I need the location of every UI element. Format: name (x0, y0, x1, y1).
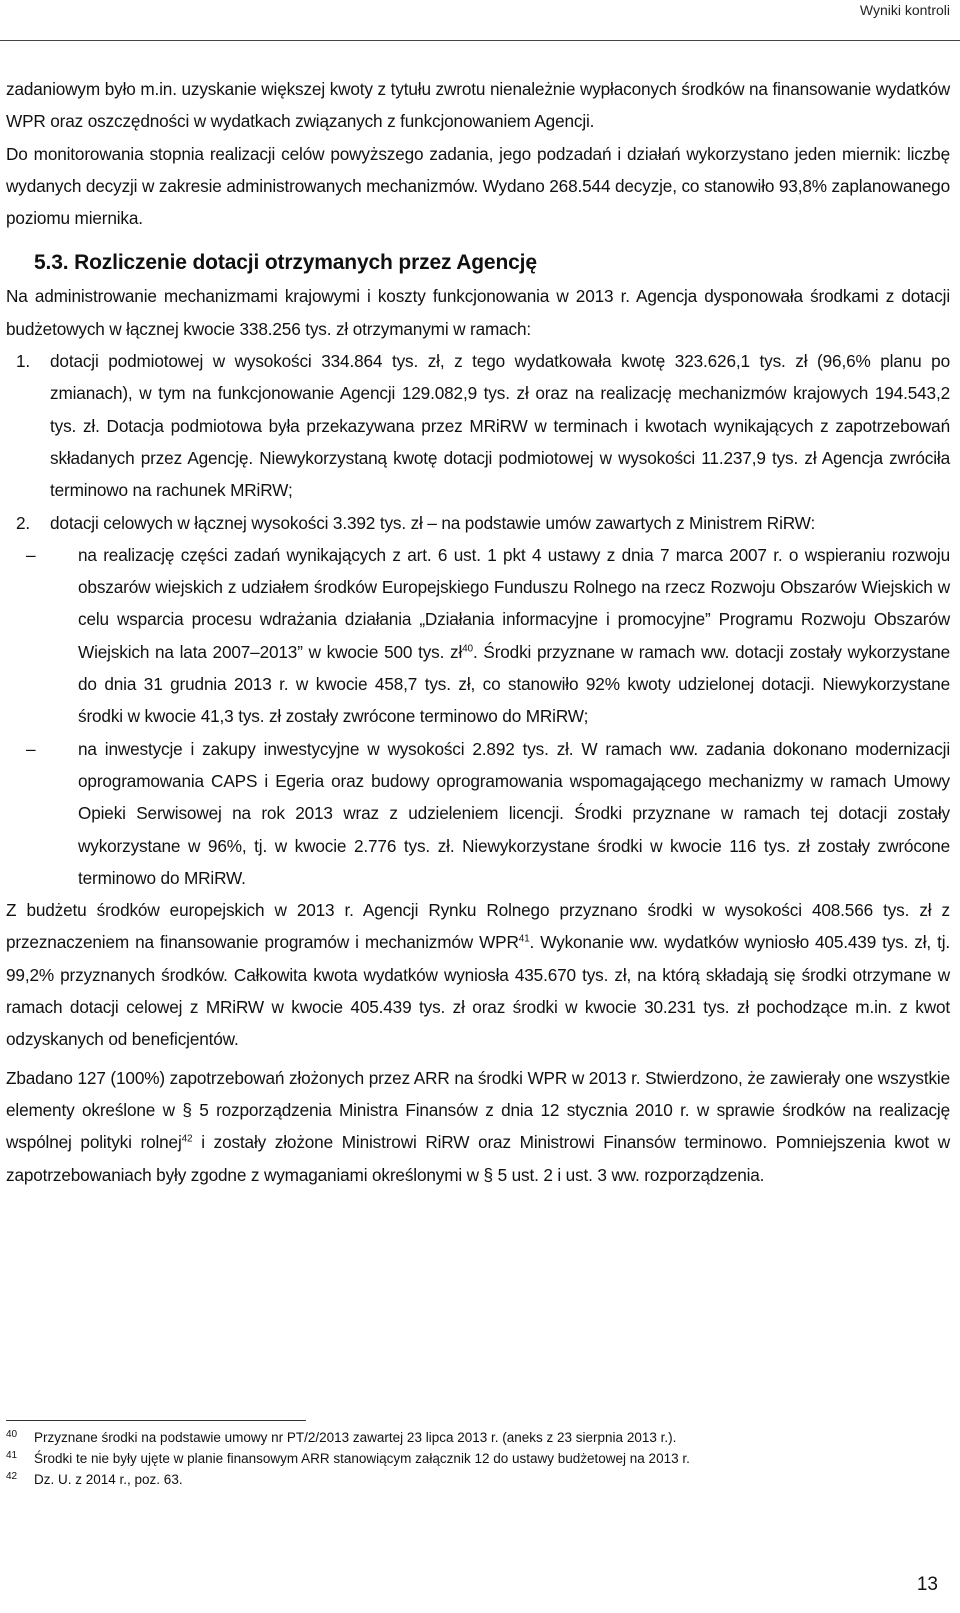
dash-bullet: – (26, 544, 36, 565)
footnote-text: Przyznane środki na podstawie umowy nr PT/2/2013 zawartej 23 lipca 2013 r. (aneks z 23 sierpnia 2013 r.). (34, 1430, 677, 1445)
section-intro: Na administrowanie mechanizmami krajowymi i koszty funkcjonowania w 2013 r. Agencja dysponowała środkami z dotacji budżetowych w łącznej kwocie 338.256 tys. zł otrzymanymi w ramach: (6, 286, 950, 339)
paragraph-eu-text-b: . Wykonanie ww. wydatków wyniosło 405.439 tys. zł, tj. 99,2% przyznanych środków. Całkowita kwota wydatków wyniosła 435.670 tys. zł, na którą składają się środki otrzymane w ramach dotacji celowej z MRiRW w kwocie 405.439 tys. zł oraz środki w kwocie 30.231 tys. zł pochodzące m.in. z kwot odzyskanych od beneficjentów. (6, 932, 950, 1050)
paragraph-eu-budget (6, 894, 950, 1055)
section-heading: 5.3. Rozliczenie dotacji otrzymanych przez Agencję (34, 251, 537, 275)
list-item-2 (6, 507, 950, 539)
list-item-text: dotacji celowych w łącznej wysokości 3.392 tys. zł – na podstawie umów zawartych z Ministrem RiRW: (50, 512, 816, 533)
paragraph-audit-text-a: Zbadano 127 (100%) zapotrzebowań złożonych przez ARR na środki WPR w 2013 r. Stwierdzono, że zawierały one wszystkie elementy określone w § 5 rozporządzenia Ministra Finansów z dnia 12 stycznia 2010 r. w sprawie środków na realizację wspólnej polityki rolnej (6, 1067, 950, 1153)
list-item-1 (6, 345, 950, 506)
footnote-ref-42[interactable]: 42 (181, 1133, 193, 1145)
paragraph-p2: Do monitorowania stopnia realizacji celów powyższego zadania, jego podzadań i działań wykorzystano jeden miernik: liczbę wydanych decyzji w zakresie administrowanych mechanizmów. Wydano 268.544 decyzje, co stanowiło 93,8% zaplanowanego poziomu miernika. (6, 143, 950, 229)
paragraph-eu-text-a: Z budżetu środków europejskich w 2013 r. Agencji Rynku Rolnego przyznano środki w wysokości 408.566 tys. zł z przeznaczeniem na finansowanie programów i mechanizmów WPR (6, 900, 950, 953)
footnote-number: 41 (6, 1450, 18, 1461)
sub-item-1 (6, 539, 950, 733)
document-body (6, 73, 950, 1191)
list-item-text: dotacji podmiotowej w wysokości 334.864 tys. zł, z tego wydatkowała kwotę 323.626,1 tys. zł (96,6% planu po zmianach), w tym na funkcjonowanie Agencji 129.082,9 tys. zł oraz na realizację mechanizmów krajowych 194.543,2 tys. zł. Dotacja podmiotowa była przekazywana przez MRiRW w terminach i kwotach wynikających z zapotrzebowań składanych przez Agencję. Niewykorzystaną kwotę dotacji podmiotowej w wysokości 11.237,9 tys. zł Agencja zwróciła terminowo na rachunek MRiRW; (50, 351, 950, 501)
sub-item-2 (6, 733, 950, 894)
footnote-number: 40 (6, 1429, 18, 1440)
footnotes (6, 1427, 906, 1490)
paragraph-audit-text-b: i zostały złożone Ministrowi RiRW oraz Ministrowi Finansów terminowo. Pomniejszenia kwot w zapotrzebowaniach były zgodne z wymaganiami określonymi w § 5 ust. 2 i ust. 3 ww. rozporządzenia. (6, 1132, 950, 1185)
footnote-ref-41[interactable]: 41 (518, 933, 530, 945)
footnote-40 (6, 1427, 906, 1448)
paragraph-audit (6, 1062, 950, 1191)
page-header (0, 0, 960, 41)
paragraph-p1: zadaniowym było m.in. uzyskanie większej kwoty z tytułu zwrotu nienależnie wypłaconych środków na finansowanie wydatków WPR oraz oszczędności w wydatkach związanych z funkcjonowaniem Agencji. (6, 79, 950, 132)
footnote-number: 42 (6, 1471, 18, 1482)
sub-item-text-a: na realizację części zadań wynikających z art. 6 ust. 1 pkt 4 ustawy z dnia 7 marca 2007 r. o wspieraniu rozwoju obszarów wiejskich z udziałem środków Europejskiego Funduszu Rolnego na rzecz Rozwoju Obszarów Wiejskich w celu wsparcia procesu wdrażania działania „Działania informacyjne i promocyjne” Programu Rozwoju Obszarów Wiejskich na lata 2007–2013” w kwocie 500 tys. zł (78, 544, 950, 662)
footnote-ref-40[interactable]: 40 (462, 643, 473, 655)
list-number: 1. (16, 351, 31, 372)
sub-item-text-b: . Środki przyznane w ramach ww. dotacji zostały wykorzystane do dnia 31 grudnia 2013 r. w kwocie 458,7 tys. zł, co stanowiło 92% kwoty udzielonej dotacji. Niewykorzystane środki w kwocie 41,3 tys. zł zostały zwrócone terminowo do MRiRW; (78, 641, 950, 727)
page-number: 13 (916, 1574, 938, 1595)
footnote-separator (6, 1420, 306, 1421)
header-title: Wyniki kontroli (859, 2, 950, 18)
list-number: 2. (16, 512, 31, 533)
sub-item-text: na inwestycje i zakupy inwestycyjne w wysokości 2.892 tys. zł. W ramach ww. zadania dokonano modernizacji oprogramowania CAPS i Egeria oraz budowy oprogramowania wspomagającego mechanizmy w ramach Umowy Opieki Serwisowej na rok 2013 wraz z udzieleniem licencji. Środki przyznane w ramach tej dotacji zostały wykorzystane w 96%, tj. w kwocie 2.776 tys. zł. Niewykorzystane środki w kwocie 116 tys. zł zostały zwrócone terminowo do MRiRW. (78, 738, 950, 888)
dash-bullet: – (26, 738, 36, 759)
footnote-42 (6, 1469, 906, 1490)
footnote-text: Dz. U. z 2014 r., poz. 63. (34, 1472, 183, 1487)
footnote-text: Środki te nie były ujęte w planie finansowym ARR stanowiącym załącznik 12 do ustawy budżetowej na 2013 r. (34, 1451, 690, 1466)
footnote-41 (6, 1448, 906, 1469)
